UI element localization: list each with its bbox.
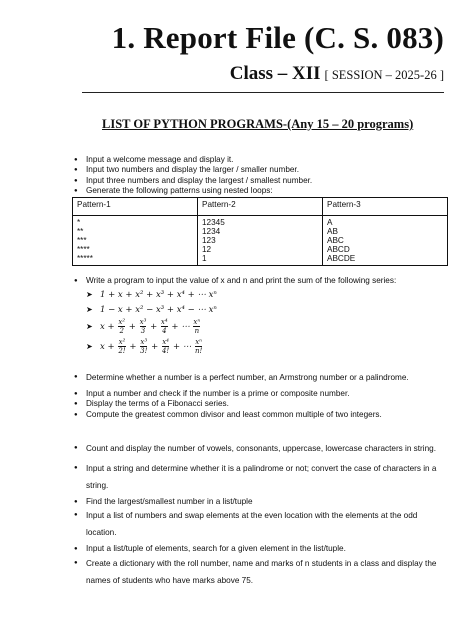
plus-sign: +: [129, 342, 137, 353]
list-item: ● Display the terms of a Fibonacci series.: [72, 399, 448, 409]
series-4: [72, 338, 448, 355]
table-header-cell: Pattern-3: [323, 198, 448, 216]
list-item: ● Create a dictionary with the roll number, name and marks of n students in a class and display the names of students who have marks above 75.: [72, 555, 448, 589]
list-item: ● Find the largest/smallest number in a list/tuple: [72, 497, 448, 507]
series-question: ● Write a program to input the value of x and n and print the sum of the following series:: [72, 276, 448, 286]
list-item: ● Input a string and determine whether it is a palindrome or not; convert the case of characters in a string.: [72, 460, 448, 494]
pattern-3-cell: [323, 216, 448, 266]
pattern-row: AB: [327, 227, 338, 236]
pattern-row: 12345: [202, 218, 225, 227]
pattern-row: 1: [202, 254, 207, 263]
series-formula: [100, 338, 203, 356]
fraction: $\frac{\text{x²}}{2}$: [118, 318, 126, 336]
pattern-row: ***: [77, 236, 87, 245]
list-item: ● Input a list of numbers and swap elements at the even location with the elements at the odd location.: [72, 507, 448, 541]
fraction: $\frac{\text{x⁴}}{4!}$: [161, 338, 170, 356]
list-item: ● Determine whether a number is a perfect number, an Armstrong number or a palindrome.: [72, 369, 448, 386]
fraction: $\frac{\text{x²}}{2!}$: [118, 338, 126, 356]
series-2: [72, 305, 448, 315]
pattern-row: **: [77, 227, 84, 236]
ellipsis: + ⋯: [172, 342, 192, 353]
series-3: [72, 318, 448, 335]
table-header-cell: Pattern-1: [73, 198, 198, 216]
pattern-row: *****: [77, 254, 93, 263]
pattern-row: ****: [77, 245, 90, 254]
arrow-icon: ➤: [86, 342, 93, 352]
list-item: ● Generate the following patterns using nested loops:: [72, 186, 448, 196]
list-item: ● Input a number and check if the number is a prime or composite number.: [72, 389, 448, 399]
series-block: [72, 276, 448, 355]
header-divider: [82, 92, 444, 93]
series-formula: [100, 318, 201, 336]
list-item: ● Count and display the number of vowels, consonants, uppercase, lowercase characters in string.: [72, 440, 448, 457]
pattern-row: 12: [202, 245, 212, 254]
fraction: $\frac{\text{xⁿ}}{n}$: [193, 318, 201, 336]
list-item: ● Input two numbers and display the larger / smaller number.: [72, 165, 448, 175]
pattern-row: A: [327, 218, 333, 227]
series-1: [72, 290, 448, 300]
arrow-icon: ➤: [86, 290, 93, 300]
list-item: ● Input three numbers and display the largest / smallest number.: [72, 176, 448, 186]
plus-sign: +: [151, 342, 159, 353]
program-list-bottom: [72, 440, 448, 592]
arrow-icon: ➤: [86, 304, 93, 314]
pattern-row: *: [77, 218, 81, 227]
fraction: $\frac{\text{x⁴}}{4}$: [160, 318, 168, 336]
table-header-cell: Pattern-2: [198, 198, 323, 216]
ellipsis: + ⋯: [171, 322, 190, 333]
pattern-2-cell: [198, 216, 323, 266]
session-label: [ SESSION – 2025-26 ]: [324, 68, 444, 82]
series-formula: 1 + x + x² + x³ + x⁴ + ⋯ xⁿ: [100, 290, 217, 301]
fraction: $\frac{\text{x³}}{3}$: [139, 318, 147, 336]
list-item: ● Compute the greatest common divisor and least common multiple of two integers.: [72, 410, 448, 420]
pattern-row: 1234: [202, 227, 221, 236]
plus-sign: +: [128, 322, 136, 333]
pattern-row: ABCDE: [327, 254, 356, 263]
list-item: ● Input a list/tuple of elements, search for a given element in the list/tuple.: [72, 544, 448, 554]
plus-sign: +: [150, 322, 158, 333]
plus-sign: +: [107, 342, 115, 353]
report-title: 1. Report File (C. S. 083): [111, 20, 444, 55]
plus-sign: +: [107, 322, 115, 333]
term-x: x: [100, 322, 105, 333]
pattern-row: ABCD: [327, 245, 350, 254]
class-label: Class – XII: [229, 63, 321, 84]
program-list-middle: [72, 369, 448, 420]
series-formula: 1 − x + x² − x³ + x⁴ − ⋯ xⁿ: [100, 304, 217, 315]
term-x: x: [100, 342, 105, 353]
pattern-row: ABC: [327, 236, 344, 245]
pattern-row: 123: [202, 236, 216, 245]
list-heading: LIST OF PYTHON PROGRAMS-(Any 15 – 20 programs): [102, 117, 414, 131]
fraction: $\frac{\text{x³}}{3!}$: [140, 338, 148, 356]
pattern-1-cell: [73, 216, 198, 266]
pattern-table: [72, 197, 448, 266]
arrow-icon: ➤: [86, 322, 93, 332]
list-item: ● Input a welcome message and display it.: [72, 155, 448, 165]
fraction: $\frac{\text{xⁿ}}{n!}$: [194, 338, 203, 356]
class-session-line: [230, 63, 444, 85]
program-list-top: [72, 155, 448, 197]
